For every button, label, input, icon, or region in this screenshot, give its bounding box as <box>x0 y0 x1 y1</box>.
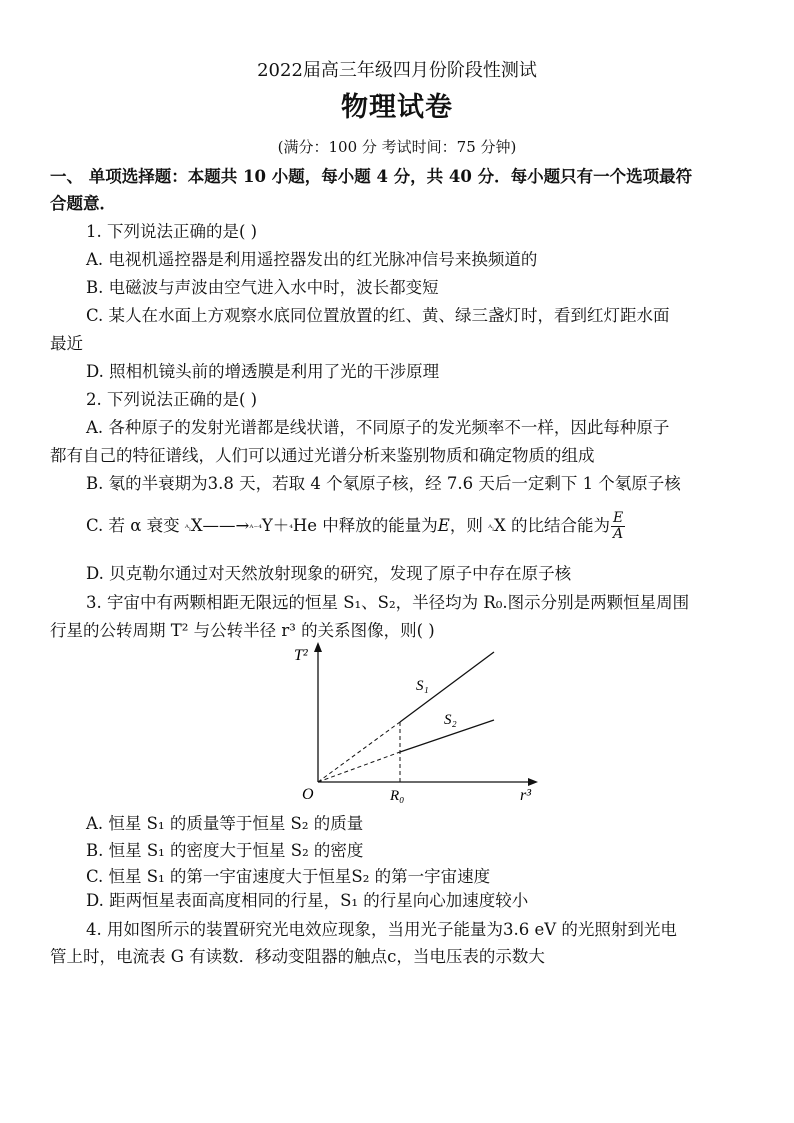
s1-dashed-segment <box>318 722 400 782</box>
q2-c-mid2: Y＋ <box>261 516 290 535</box>
t2-r3-graph <box>290 640 550 810</box>
exam-info: (满分：100 分 考试时间：75 分钟) <box>277 138 517 156</box>
x-axis-label: r³ <box>520 787 532 804</box>
q2-c-pre: C. 若 α 衰变 <box>86 516 185 535</box>
s2-dashed-segment <box>318 752 400 782</box>
q3-option-b: B. 恒星 S₁ 的密度大于恒星 S₂ 的密度 <box>86 841 364 860</box>
q2-c-he: He 中释放的能量为 <box>292 516 438 535</box>
q3-option-c: C. 恒星 S₁ 的第一宇宙速度大于恒星S₂ 的第一宇宙速度 <box>86 867 491 886</box>
q1-option-a: A. 电视机遥控器是利用遥控器发出的红光脉冲信号来换频道的 <box>86 250 538 269</box>
exam-subtitle: 2022届高三年级四月份阶段性测试 <box>257 60 537 81</box>
q2-option-c <box>86 511 625 542</box>
fraction-denominator: A <box>613 526 624 542</box>
page-title: 物理试卷 <box>341 92 453 123</box>
section-heading-cont: 合题意． <box>50 194 116 213</box>
r0-label: R₀ <box>390 788 405 804</box>
nuclide-a-z-2: ᴬᵢ <box>488 524 494 534</box>
q1-option-b: B. 电磁波与声波由空气进入水中时，波长都变短 <box>86 278 439 297</box>
y-axis-arrow <box>314 642 322 652</box>
q4-stem: 4. 用如图所示的装置研究光电效应现象，当用光子能量为3.6 eV 的光照射到光电 <box>86 920 677 939</box>
origin-label: O <box>302 786 314 803</box>
s2-label: S₂ <box>444 712 457 728</box>
q2-c-mid: X——→ <box>190 516 250 535</box>
q3-option-d: D. 距两恒星表面高度相同的行星，S₁ 的行星向心加速度较小 <box>86 891 529 910</box>
nuclide-4-2: ⁴ <box>289 524 293 534</box>
q2-option-b: B. 氡的半衰期为3.8 天，若取 4 个氡原子核，经 7.6 天后一定剩下 1 个氡原子核 <box>86 474 681 493</box>
q2-option-a-cont: 都有自己的特征谱线，人们可以通过光谱分析来鉴别物质和确定物质的组成 <box>50 446 595 465</box>
x-axis-arrow <box>528 778 538 786</box>
y-axis-label: T² <box>294 647 308 664</box>
q3-stem-cont: 行星的公转周期 T² 与公转半径 r³ 的关系图像，则( ) <box>50 621 435 640</box>
q1-option-d: D. 照相机镜头前的增透膜是利用了光的干涉原理 <box>86 362 440 381</box>
fraction-numerator: E <box>612 510 624 526</box>
nuclide-a4-z2: ᴬ⁻⁴ <box>249 524 262 534</box>
section-heading: 一、 单项选择题：本题共 10 小题，每小题 4 分，共 40 分．每小题只有一个选项最符 <box>50 167 693 186</box>
q2-c-rest: ，则 <box>449 516 489 535</box>
energy-symbol: E <box>437 516 450 535</box>
nuclide-a-z: ᴬᵢ <box>184 524 191 534</box>
q1-option-c: C. 某人在水面上方观察水底同位置放置的红、黄、绿三盏灯时，看到红灯距水面 <box>86 306 670 325</box>
fraction-e-over-a <box>611 511 625 542</box>
q2-option-a: A. 各种原子的发射光谱都是线状谱，不同原子的发光频率不一样，因此每种原子 <box>86 418 670 437</box>
q2-stem: 2. 下列说法正确的是( ) <box>86 390 258 409</box>
q4-stem-cont: 管上时，电流表 G 有读数．移动变阻器的触点c，当电压表的示数大 <box>50 947 545 966</box>
q1-option-c-cont: 最近 <box>50 334 83 353</box>
q3-stem: 3. 宇宙中有两颗相距无限远的恒星 S₁、S₂，半径均为 R₀.图示分别是两颗恒星周围 <box>86 593 690 612</box>
q1-stem: 1. 下列说法正确的是( ) <box>86 222 258 241</box>
s1-label: S₁ <box>416 678 429 694</box>
q3-option-a: A. 恒星 S₁ 的质量等于恒星 S₂ 的质量 <box>86 814 364 833</box>
q2-option-d: D. 贝克勒尔通过对天然放射现象的研究，发现了原子中存在原子核 <box>86 564 572 583</box>
q2-c-x: X 的比结合能为 <box>493 516 610 535</box>
